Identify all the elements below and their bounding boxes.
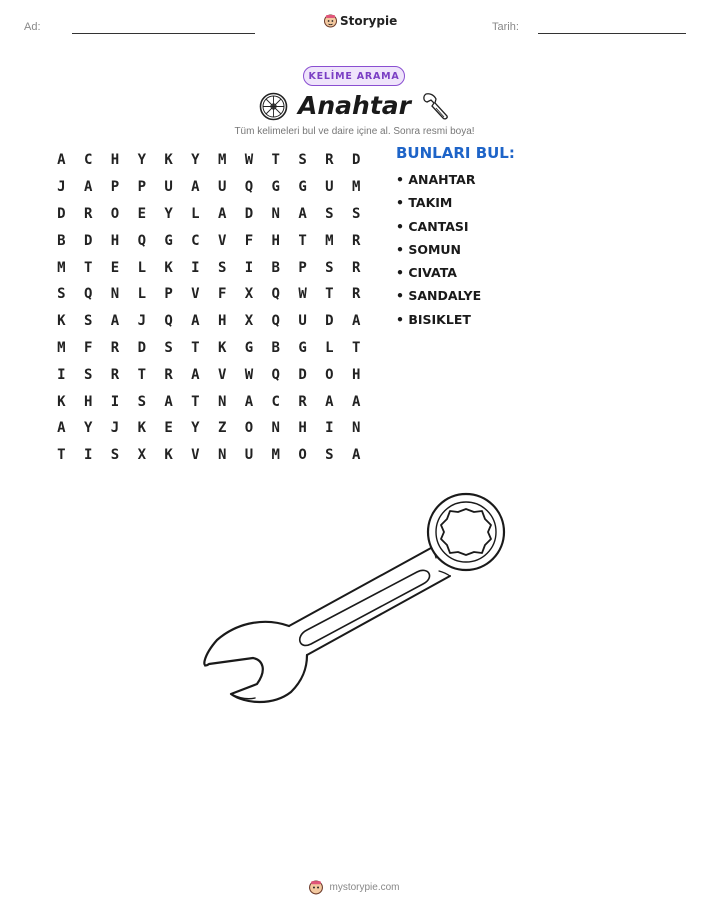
grid-cell[interactable]: L [325,339,334,356]
grid-cell[interactable]: K [164,447,173,464]
grid-cell[interactable]: K [57,393,66,410]
grid-cell[interactable]: N [271,420,280,437]
grid-cell[interactable]: P [110,179,120,196]
brand-name: Storypie [340,14,398,28]
grid-cell[interactable]: S [325,447,334,464]
date-label: Tarih: [492,21,519,33]
grid-cell[interactable]: D [325,313,334,330]
grid-cell[interactable]: R [298,393,307,410]
grid-cell[interactable]: V [191,286,200,303]
grid-cell[interactable]: X [244,313,254,330]
grid-cell[interactable]: S [137,393,146,410]
grid-cell[interactable]: H [271,232,280,249]
grid-cell[interactable]: Q [271,313,280,330]
grid-cell[interactable]: B [57,232,66,249]
grid-cell[interactable]: R [351,286,361,303]
grid-cell[interactable]: Q [83,286,93,303]
grid-cell[interactable]: C [271,393,280,410]
grid-cell[interactable]: E [110,259,120,276]
grid-cell[interactable]: A [110,313,120,330]
grid-cell[interactable]: O [110,205,120,222]
grid-cell[interactable]: R [325,152,334,169]
word-item: • CIVATA [396,265,457,281]
grid-cell[interactable]: S [57,286,66,303]
grid-cell[interactable]: U [217,179,227,196]
grid-cell[interactable]: T [271,152,280,169]
grid-cell[interactable]: G [271,179,280,196]
grid-cell[interactable]: I [325,420,334,437]
grid-cell[interactable]: T [191,339,200,356]
grid-cell[interactable]: V [191,447,200,464]
grid-cell[interactable]: H [83,393,93,410]
grid-cell[interactable]: D [57,205,66,222]
grid-cell[interactable]: R [164,366,173,383]
brand-logo [324,14,397,28]
word-list [396,170,481,333]
grid-cell[interactable]: M [351,179,361,196]
grid-cell[interactable]: A [325,393,334,410]
grid-cell[interactable]: A [217,205,227,222]
grid-cell[interactable]: J [57,179,66,196]
word-item: • ANAHTAR [396,172,476,187]
grid-cell[interactable]: M [57,259,66,276]
grid-cell[interactable]: M [57,339,66,356]
grid-cell[interactable]: S [83,313,93,330]
grid-cell[interactable]: A [191,313,200,330]
grid-cell[interactable]: A [57,152,66,169]
grid-cell[interactable]: V [217,366,227,383]
grid-cell[interactable]: O [298,447,307,464]
grid-cell[interactable]: K [137,420,146,437]
grid-cell[interactable]: W [244,152,254,169]
name-label: Ad: [24,21,41,33]
grid-cell[interactable]: T [325,286,334,303]
grid-cell[interactable]: V [217,232,227,249]
grid-cell[interactable]: T [83,259,93,276]
grid-cell[interactable]: H [351,366,361,383]
grid-cell[interactable]: Q [164,313,173,330]
grid-cell[interactable]: T [351,339,361,356]
grid-cell[interactable]: K [164,259,173,276]
grid-cell[interactable]: D [83,232,93,249]
grid-cell[interactable]: R [83,205,93,222]
grid-cell[interactable]: R [110,339,120,356]
grid-cell[interactable]: B [271,259,280,276]
grid-cell[interactable]: P [137,179,146,196]
footer-url[interactable]: mystorypie.com [329,882,400,893]
grid-cell[interactable]: K [164,152,173,169]
word-item: • BISIKLET [396,311,471,327]
grid-cell[interactable]: H [298,420,307,437]
grid-cell[interactable]: S [351,205,361,222]
grid-cell[interactable]: M [271,447,280,464]
grid-cell[interactable]: A [57,420,66,437]
grid-cell[interactable]: K [57,313,66,330]
grid-cell[interactable]: C [191,232,200,249]
grid-cell[interactable]: H [110,152,120,169]
grid-cell[interactable]: K [217,339,227,356]
grid-cell[interactable]: I [191,259,200,276]
grid-cell[interactable]: Y [164,205,173,222]
grid-cell[interactable]: A [164,393,173,410]
date-field[interactable] [538,33,686,34]
grid-cell[interactable]: G [244,339,254,356]
grid-cell[interactable]: A [351,447,361,464]
grid-cell[interactable]: E [164,420,173,437]
grid-cell[interactable]: C [83,152,93,169]
grid-cell[interactable]: W [298,286,307,303]
grid-cell[interactable]: F [244,232,254,249]
grid-cell[interactable]: O [325,366,334,383]
grid-cell[interactable]: L [137,259,146,276]
grid-cell[interactable]: P [298,259,307,276]
grid-cell[interactable]: D [298,366,307,383]
page-title: Anahtar [298,91,411,120]
grid-cell[interactable]: A [244,393,254,410]
grid-cell[interactable]: D [137,339,146,356]
grid-cell[interactable]: P [164,286,173,303]
grid-cell[interactable]: S [164,339,173,356]
word-item: • CANTASI [396,218,469,234]
grid-cell[interactable]: T [298,232,307,249]
grid-cell[interactable]: N [217,393,227,410]
grid-cell[interactable]: B [271,339,280,356]
word-item: • SANDALYE [396,288,482,304]
grid-cell[interactable]: A [191,179,200,196]
grid-cell[interactable]: Z [217,420,227,437]
grid-cell[interactable]: Q [244,179,254,196]
grid-cell[interactable]: J [110,420,120,437]
word-item: • SOMUN [396,241,462,257]
grid-cell[interactable]: L [191,205,200,222]
grid-cell[interactable]: I [57,366,66,383]
grid-cell[interactable]: A [351,313,361,330]
grid-cell[interactable]: S [298,152,307,169]
grid-cell[interactable]: R [351,232,361,249]
grid-cell[interactable]: Y [191,152,200,169]
name-field[interactable] [72,33,255,34]
grid-cell[interactable]: A [298,205,307,222]
grid-cell[interactable]: I [244,259,254,276]
category-badge: KELİME ARAMA [303,66,405,86]
grid-cell[interactable]: X [244,286,254,303]
grid-cell[interactable]: Y [137,152,146,169]
grid-cell[interactable]: O [244,420,254,437]
adjustable-wrench-icon [422,91,450,122]
grid-cell[interactable]: Y [83,420,93,437]
grid-cell[interactable]: Y [191,420,200,437]
grid-cell[interactable]: W [244,366,254,383]
grid-cell[interactable]: N [217,447,227,464]
grid-cell[interactable]: H [217,313,227,330]
footer [0,880,709,895]
grid-cell[interactable]: N [271,205,280,222]
grid-cell[interactable]: S [110,447,120,464]
grid-cell[interactable]: S [325,259,334,276]
grid-cell[interactable]: S [325,205,334,222]
grid-cell[interactable]: N [351,420,361,437]
grid-cell[interactable]: D [244,205,254,222]
grid-cell[interactable]: F [217,286,227,303]
word-search-grid [48,147,370,469]
grid-cell[interactable]: A [191,366,200,383]
grid-cell[interactable]: M [325,232,334,249]
grid-cell[interactable]: G [298,339,307,356]
word-list-title: BUNLARI BUL: [396,144,515,162]
grid-cell[interactable]: R [110,366,120,383]
grid-cell[interactable]: M [217,152,227,169]
grid-cell[interactable]: L [137,286,146,303]
word-item: • TAKIM [396,195,453,211]
grid-cell[interactable]: U [298,313,307,330]
grid-cell[interactable]: Q [271,366,280,383]
grid-cell[interactable]: N [110,286,120,303]
grid-cell[interactable]: X [137,447,146,464]
grid-cell[interactable]: S [217,259,227,276]
grid-cell[interactable]: F [83,339,93,356]
grid-cell[interactable]: I [83,447,93,464]
grid-cell[interactable]: Q [137,232,146,249]
grid-cell[interactable]: U [244,447,254,464]
grid-cell[interactable]: T [137,366,146,383]
grid-cell[interactable]: R [351,259,361,276]
grid-cell[interactable]: T [57,447,66,464]
storypie-mascot-icon [324,14,337,28]
grid-cell[interactable]: A [83,179,93,196]
grid-cell[interactable]: E [137,205,146,222]
grid-cell[interactable]: G [298,179,307,196]
grid-cell[interactable]: J [137,313,146,330]
grid-cell[interactable]: I [110,393,120,410]
grid-cell[interactable]: H [110,232,120,249]
wrench-illustration [195,488,515,713]
grid-cell[interactable]: A [351,393,361,410]
grid-cell[interactable]: D [351,152,361,169]
grid-cell[interactable]: U [325,179,334,196]
grid-cell[interactable]: T [191,393,200,410]
grid-cell[interactable]: U [164,179,173,196]
storypie-mascot-icon [309,880,323,895]
grid-cell[interactable]: G [164,232,173,249]
grid-cell[interactable]: Q [271,286,280,303]
grid-cell[interactable]: S [83,366,93,383]
instructions: Tüm kelimeleri bul ve daire içine al. Sonra resmi boya! [234,126,475,137]
